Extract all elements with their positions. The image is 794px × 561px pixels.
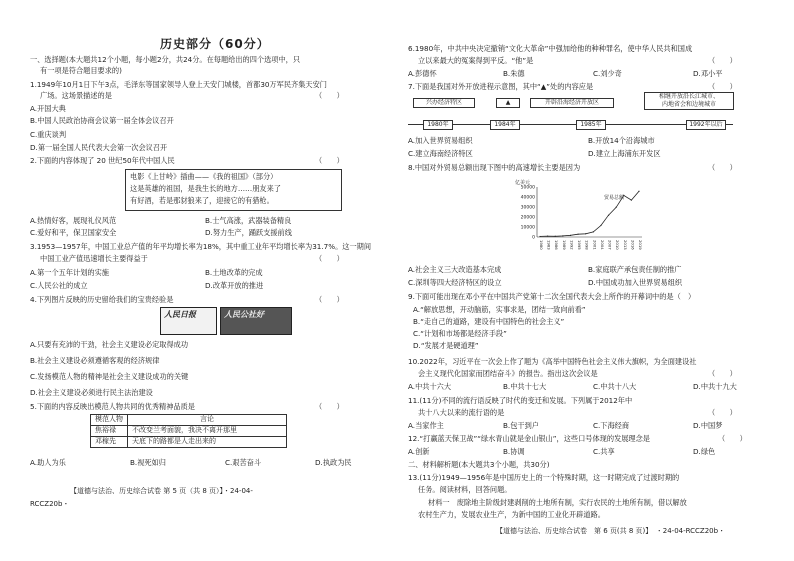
y-tick-label: 30000: [520, 205, 535, 211]
data-point: [562, 235, 563, 236]
timeline-box-unknown: ▲: [496, 98, 520, 108]
trade-chart: [513, 177, 648, 259]
q6-text: 6.1980年，中共中央决定撤销“文化大革命”中强加给他的种种罪名，使中华人民共和国成: [408, 44, 693, 53]
table-row: [91, 437, 287, 448]
data-point: [539, 236, 540, 237]
q11-text: 共十八大以来的流行语的是: [418, 408, 505, 417]
y-tick-label: 20000: [520, 215, 535, 221]
data-point: [616, 207, 617, 208]
q8-text: 8.中国对外贸易总额出现下图中的高速增长主要是因为: [408, 163, 581, 172]
q7-text: 7.下面是我国对外开放进程示意图，其中“▲”处的内容应是: [408, 82, 594, 91]
section-heading: 二、材料解析题(本大题共3个小题，共30分): [408, 460, 550, 469]
q10-text: 10.2022年，习近平在一次会上作了题为《高举中国特色社会主义伟大旗帜，为全面建设社: [408, 357, 697, 366]
q9-option-b: B.“走自己的道路，建设有中国特色的社会主义”: [413, 317, 565, 326]
q12-option-d: D.绿色: [693, 447, 716, 456]
q11-option-b: B.包干到户: [503, 421, 539, 430]
timeline-year: 1984年: [490, 120, 520, 130]
q12-option-a: A.创新: [408, 447, 430, 456]
table-row: [91, 415, 287, 426]
x-tick-label: 2007: [607, 240, 613, 250]
q2-option-d: D.努力生产，踊跃支援前线: [205, 228, 292, 237]
answer-paren: （ ）: [315, 91, 344, 100]
data-point: [585, 233, 586, 234]
newspaper-image: 人民日报: [160, 307, 217, 335]
q10-option-a: A.中共十六大: [408, 382, 452, 391]
q11-option-a: A.当家作主: [408, 421, 444, 430]
commune-image: 人民公社好: [220, 307, 292, 335]
q8-option-c: C.深圳等四大经济特区的设立: [408, 278, 502, 287]
trade-series-line: [540, 191, 639, 236]
table-row: [91, 426, 287, 437]
q12-option-c: C.共享: [593, 447, 615, 456]
x-tick-label: 1995: [577, 240, 583, 250]
data-point: [631, 200, 632, 201]
right-page: [408, 0, 770, 561]
q1-option-b: B.中国人民政治协商会议第一届全体会议召开: [30, 116, 174, 125]
q4-option-c: C.发扬模范人物的精神是社会主义建设成功的关键: [30, 372, 189, 381]
table-cell: 邓稼先: [91, 437, 128, 448]
x-tick-label: 1980: [539, 240, 544, 250]
q2-option-c: C.爱好和平，保卫国家安全: [30, 228, 117, 237]
q13-text: 13.(11分)1949—1956年是中国历史上的一个特殊时期，这一时期完成了过渡时期的: [408, 473, 680, 482]
data-point: [608, 215, 609, 216]
lyrics-line: 电影《上甘岭》插曲——《我的祖国》（部分）: [130, 172, 278, 181]
q12-option-b: B.协调: [503, 447, 525, 456]
q13-text: 任务。阅读材料，回答问题。: [418, 485, 512, 494]
q5-option-a: A.助人为乐: [30, 458, 66, 467]
answer-paren: （ ）: [708, 408, 737, 417]
q10-option-c: C.中共十八大: [593, 382, 637, 391]
q9-option-a: A.“解放思想，开动脑筋，实事求是，团结一致向前看”: [413, 305, 586, 314]
section-heading: 一、选择题(本大题共12个小题，每小题2分，共24分。在每题给出的四个选项中，只: [30, 55, 301, 64]
y-tick-label: 50000: [520, 185, 535, 191]
q5-text: 5.下面的内容反映出模范人物共同的优秀精神品质是: [30, 402, 195, 411]
q1-text: 广场。这场景描述的是: [40, 91, 112, 100]
answer-paren: （ ）: [315, 254, 344, 263]
model-figures-table: [90, 414, 287, 448]
q10-option-b: B.中共十七大: [503, 382, 547, 391]
q11-option-d: D.中国梦: [693, 421, 723, 430]
q7-option-a: A.加入世界贸易组织: [408, 136, 473, 145]
q1-option-d: D.第一届全国人民代表大会第一次会议召开: [30, 143, 168, 152]
q9-option-c: C.“计划和市场都是经济手段”: [413, 329, 507, 338]
q7-option-b: B.开放14个沿海城市: [588, 136, 655, 145]
q3-text: 3.1953—1957年，中国工业总产值的年平均增长率为18%，其中重工业年平均增长率为31.7%。这一期间: [30, 242, 372, 251]
q4-option-a: A.只要有充沛的干劲，社会主义建设必定取得成功: [30, 340, 189, 349]
answer-paren: （ ）: [315, 402, 344, 411]
q11-text: 11.(11分)不同的流行语反映了时代的变迁和发展。下列属于2012年中: [408, 396, 633, 405]
page-footer: 【道德与法治、历史综合试卷 第 5 页（共 8 页）】・24-04-: [70, 487, 253, 495]
table-cell: 焦裕禄: [91, 426, 128, 437]
timeline-year: 1980年: [423, 120, 453, 130]
answer-paren: （ ）: [708, 369, 737, 378]
x-tick-label: 2013: [622, 240, 628, 250]
q8-option-b: B.家庭联产承包责任制的推广: [588, 265, 682, 274]
q3-option-a: A.第一个五年计划的实施: [30, 268, 109, 277]
q6-option-c: C.刘少奇: [593, 69, 622, 78]
q3-text: 中国工业产值迅速增长主要得益于: [40, 254, 148, 263]
x-tick-label: 1998: [584, 240, 590, 250]
q3-option-c: C.人民公社的成立: [30, 281, 88, 290]
x-tick-label: 2001: [592, 240, 598, 250]
data-point: [570, 235, 571, 236]
q12-text: 12.“打赢蓝天保卫战”“绿水青山就是金山银山”，这些口号体现的发展理念是: [408, 434, 650, 443]
q1-option-c: C.重庆谈判: [30, 130, 67, 139]
data-point: [555, 236, 556, 237]
answer-paren: （ ）: [315, 295, 344, 304]
q5-option-d: D.执政为民: [315, 458, 352, 467]
table-header: 言论: [128, 415, 287, 426]
page-footer-code: RCCZ20b・: [30, 500, 70, 508]
data-point: [593, 231, 594, 232]
q9-option-d: D.“发展才是硬道理”: [413, 341, 479, 350]
timeline-year: 1985年: [576, 120, 606, 130]
answer-paren: （ ）: [315, 156, 344, 165]
q7-option-c: C.建立海南经济特区: [408, 149, 473, 158]
q1-option-a: A.开国大典: [30, 104, 66, 113]
q4-text: 4.下列图片反映的历史留给我们的宝贵经验是: [30, 295, 174, 304]
q2-text: 2.下面的内容体现了 20 世纪50年代中国人民: [30, 156, 175, 165]
q4-option-d: D.社会主义建设必须进行民主法治建设: [30, 388, 153, 397]
left-page: [30, 0, 388, 561]
q2-option-a: A.热情好客，展现礼仪风范: [30, 216, 117, 225]
data-point: [547, 236, 548, 237]
q9-text: 9.下面可能出现在邓小平在中国共产党第十二次全国代表大会上所作的开幕词中的是（ ）: [408, 292, 696, 301]
data-point: [638, 191, 639, 192]
q3-option-d: D.改革开放的推进: [205, 281, 264, 290]
q13-material: 农村生产力，发展农业生产，为新中国的工业化开辟道路。: [418, 510, 605, 519]
q3-option-b: B.土地改革的完成: [205, 268, 263, 277]
x-tick-label: 2016: [630, 240, 636, 250]
x-tick-label: 1989: [561, 240, 567, 250]
q6-option-a: A.彭德怀: [408, 69, 437, 78]
y-axis-unit: 亿美元: [515, 180, 531, 186]
page-title: 历史部分（60分）: [160, 37, 270, 51]
q6-option-b: B.朱德: [503, 69, 525, 78]
lyrics-box: [125, 169, 342, 211]
answer-paren: （ ）: [708, 56, 737, 65]
section-heading-cont: 有一项是符合题目要求的): [40, 66, 122, 75]
lyrics-line: 这是英雄的祖国，是我生长的地方……朋友来了: [130, 184, 281, 193]
q10-option-d: D.中共十九大: [693, 382, 737, 391]
answer-paren: （ ）: [708, 163, 737, 172]
y-tick-label: 10000: [520, 225, 535, 231]
q6-text: 立以来最大的冤案得到平反。“他”是: [418, 56, 534, 65]
x-tick-label: 1983: [546, 240, 552, 250]
timeline-box: 兴办经济特区: [413, 98, 475, 108]
q1-text: 1.1949年10月1日下午3点，毛泽东等国家领导人登上天安门城楼，首都30万军民齐集天安门: [30, 80, 327, 89]
q7-option-d: D.建立上海浦东开发区: [588, 149, 661, 158]
x-tick-label: 2010: [615, 240, 621, 250]
x-tick-label: 1992: [569, 240, 575, 250]
data-point: [577, 234, 578, 235]
timeline-box: 相继开放沿长江城市、 内地省会和边境城市: [644, 92, 734, 110]
answer-paren: （ ）: [708, 82, 737, 91]
page-footer: 【道德与法治、历史综合试卷 第 6 页(共 8 页)】 ・24-04-RCCZ20b・: [496, 527, 726, 535]
table-cell: 天底下的路都是人走出来的: [128, 437, 287, 448]
y-tick-label: 40000: [520, 195, 535, 201]
x-tick-label: 1986: [554, 240, 560, 250]
q5-option-b: B.视死如归: [130, 458, 166, 467]
timeline-box: 开辟沿海经济开放区: [530, 98, 614, 108]
q8-option-a: A.社会主义三大改造基本完成: [408, 265, 502, 274]
q10-text: 会主义现代化国家而团结奋斗》的报告。指出这次会议是: [418, 369, 598, 378]
answer-paren: （ ）: [718, 434, 747, 443]
timeline-year: 1992年以后: [686, 120, 726, 130]
table-cell: 不改变兰考面貌，我决不离开那里: [128, 426, 287, 437]
q11-option-c: C.下海经商: [593, 421, 630, 430]
q5-option-c: C.艰苦奋斗: [225, 458, 262, 467]
x-tick-label: 2019: [638, 240, 643, 250]
q8-option-d: D.中国成功加入世界贸易组织: [588, 278, 683, 287]
data-point: [600, 225, 601, 226]
q6-option-d: D.邓小平: [693, 69, 723, 78]
lyrics-line: 有好酒，若是那豺狼来了，迎接它的有猎枪。: [130, 196, 274, 205]
q4-option-b: B.社会主义建设必须遵循客观的经济规律: [30, 356, 160, 365]
q2-option-b: B.士气高涨，武器装备精良: [205, 216, 292, 225]
y-tick-label: 0: [532, 235, 535, 241]
series-label: 贸易总额: [604, 195, 625, 201]
x-tick-label: 2004: [599, 240, 605, 250]
table-header: 模范人物: [91, 415, 128, 426]
q13-material: 材料一 废除地主阶级封建剥削的土地所有制，实行农民的土地所有制，借以解放: [428, 498, 687, 507]
